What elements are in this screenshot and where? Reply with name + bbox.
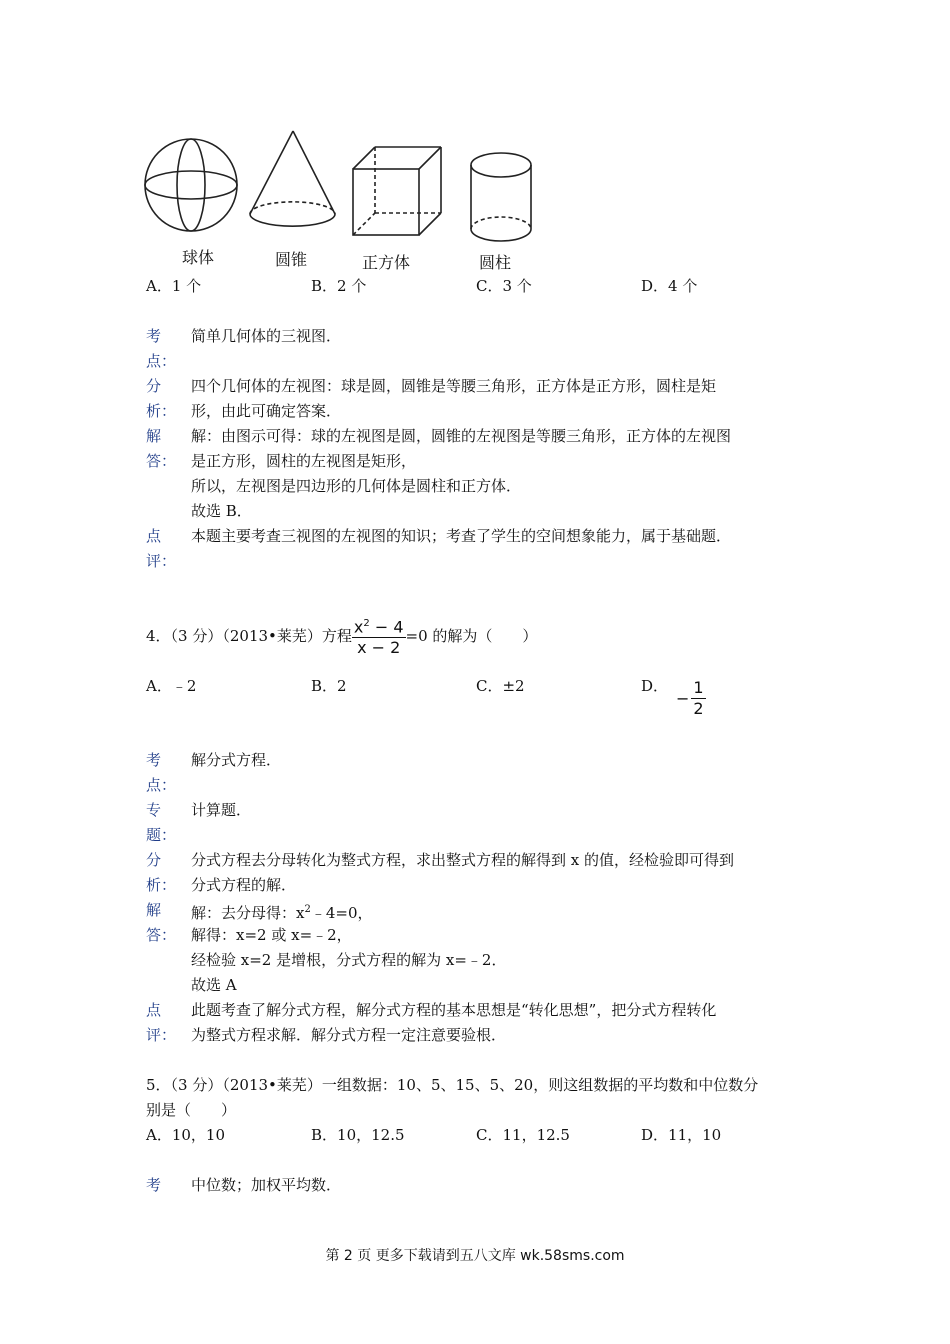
q3-jieda-line3: 所以，左视图是四边形的几何体是圆柱和正方体．: [191, 477, 522, 495]
q3-fenxi-line2: 形，由此可确定答案．: [191, 402, 342, 420]
q5-option-b: B．10，12.5: [311, 1126, 405, 1144]
q4-kaodian-text: 解分式方程．: [191, 751, 282, 769]
q3-option-b: B．2 个: [311, 277, 367, 295]
q3-jieda-line2: 是正方形，圆柱的左视图是矩形，: [191, 452, 417, 470]
q3-kaodian-label: 考 点：: [146, 327, 177, 370]
q4-dianping-label: 点 评：: [146, 1001, 177, 1044]
q4-option-d-fraction: − $\frac{1}{2}$: [676, 678, 704, 718]
q4-jieda-line1: 解：去分母得：$x^2﹣4=0$，: [191, 904, 373, 922]
q3-fenxi-line1: 四个几何体的左视图：球是圆，圆锥是等腰三角形，正方体是正方形，圆柱是矩: [191, 377, 717, 395]
q4-jieda-line4: 故选 A: [191, 976, 237, 994]
q4-kaodian-label: 考 点：: [146, 751, 177, 794]
q4-jieda-label: 解 答：: [146, 901, 177, 944]
q5-option-d: D．11，10: [641, 1126, 722, 1144]
q5-stem-line1: 5．（3 分）（2013•莱芜）一组数据：10、5、15、5、20，则这组数据的平均数和中位数分: [146, 1076, 759, 1094]
q4-jieda-line3: 经检验 x=2 是增根，分式方程的解为 x=﹣2．: [191, 951, 507, 969]
q4-option-c: C．±2: [476, 677, 525, 695]
cube-figure: [353, 147, 441, 235]
q4-option-a: A．﹣2: [146, 677, 197, 695]
q5-option-a: A．10，10: [146, 1126, 226, 1144]
q5-kaodian-text: 中位数；加权平均数．: [191, 1176, 342, 1194]
q3-dianping-label: 点 评：: [146, 527, 177, 570]
q3-jieda-line1: 解：由图示可得：球的左视图是圆，圆锥的左视图是等腰三角形，正方体的左视图: [191, 427, 732, 445]
cylinder-label: 圆柱: [479, 253, 512, 272]
q3-fenxi-label: 分 析：: [146, 377, 177, 420]
q4-fraction: $\frac{x^2 - 4}{x - 2}$: [352, 614, 406, 658]
page-footer: 第 2 页 更多下载请到五八文库 wk.58sms.com: [325, 1248, 625, 1264]
cone-label: 圆锥: [275, 250, 308, 269]
q5-option-c: C．11，12.5: [476, 1126, 570, 1144]
q4-zhuanti-label: 专 题：: [146, 801, 177, 844]
q3-kaodian-text: 简单几何体的三视图．: [191, 327, 342, 345]
cube-label: 正方体: [362, 253, 411, 272]
cylinder-figure: [471, 153, 531, 241]
q3-jieda-label: 解 答：: [146, 427, 177, 470]
q5-stem-line2: 别是（ ）: [146, 1101, 237, 1119]
q3-option-d: D．4 个: [641, 277, 698, 295]
q3-jieda-line4: 故选 B．: [191, 502, 252, 520]
q4-option-b: B．2: [311, 677, 347, 695]
q3-option-c: C．3 个: [476, 277, 532, 295]
q4-jieda-line2: 解得：x=2 或 x=﹣2，: [191, 926, 352, 944]
q4-zhuanti-text: 计算题．: [191, 801, 252, 819]
q4-fenxi-label: 分 析：: [146, 851, 177, 894]
q3-dianping-text: 本题主要考查三视图的左视图的知识；考查了学生的空间想象能力，属于基础题．: [191, 527, 732, 545]
sphere-label: 球体: [182, 248, 215, 267]
q5-kaodian-label: 考: [146, 1176, 162, 1194]
q4-stem: 4．（3 分）（2013•莱芜）方程 $\frac{x^2 - 4}{x - 2}$ =0 的解为（ ）: [146, 614, 537, 658]
q3-option-a: A．1 个: [146, 277, 202, 295]
q4-option-d: D．: [641, 677, 669, 695]
q4-dianping-line2: 为整式方程求解．解分式方程一定注意要验根．: [191, 1026, 507, 1044]
sphere-figure: [145, 139, 237, 231]
cone-figure: [250, 131, 335, 226]
q4-dianping-line1: 此题考查了解分式方程，解分式方程的基本思想是“转化思想”，把分式方程转化: [191, 1001, 717, 1019]
q4-fenxi-line1: 分式方程去分母转化为整式方程，求出整式方程的解得到 x 的值，经检验即可得到: [191, 851, 734, 869]
q4-fenxi-line2: 分式方程的解．: [191, 876, 297, 894]
geometry-figures: [135, 125, 555, 265]
